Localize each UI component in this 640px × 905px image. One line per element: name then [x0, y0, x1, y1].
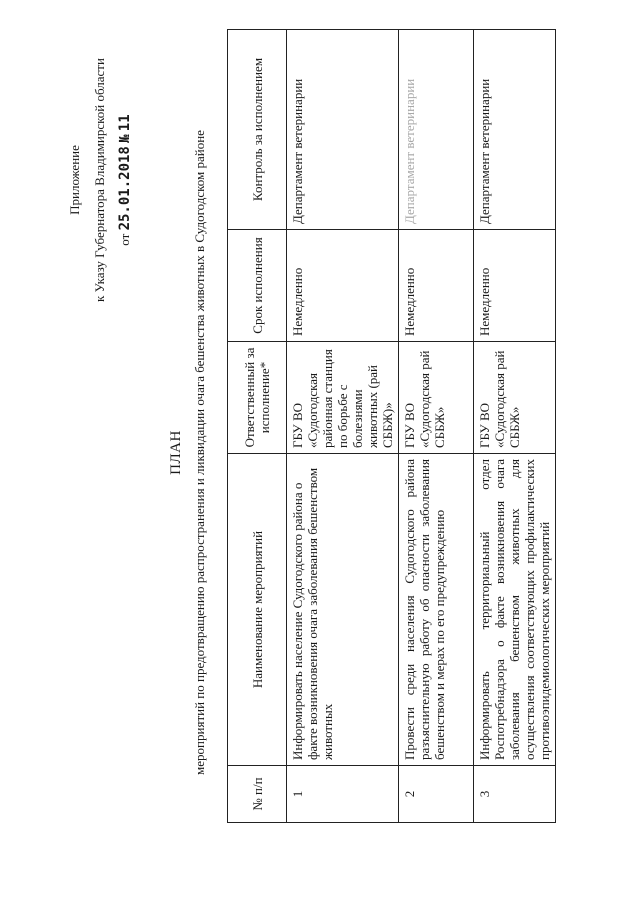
row-responsible: ГБУ ВО «Судогодская рай СББЖ»: [399, 342, 474, 454]
row-control: Департамент ветеринарии: [399, 30, 474, 230]
header-control: Контроль за исполнением: [228, 30, 287, 230]
header-name: Наименование мероприятий: [228, 454, 287, 766]
row-num: 3: [474, 766, 556, 823]
page-subtitle: мероприятий по предотвращению распространения и ликвидации очага бешенства животных в Судогодском районе: [192, 130, 207, 775]
decree-date: 25.01.2018: [117, 146, 133, 231]
appendix-decree-ref: к Указу Губернатора Владимирской области: [92, 58, 107, 302]
row-control: Департамент ветеринарии: [474, 30, 556, 230]
row-deadline: Немедленно: [474, 230, 556, 342]
date-prefix: от: [117, 233, 132, 246]
row-num: 1: [287, 766, 399, 823]
header-num: № п/п: [228, 766, 287, 823]
plan-table: [227, 29, 556, 823]
row-deadline: Немедленно: [399, 230, 474, 342]
number-sign: №: [117, 134, 133, 143]
row-name: Провести среди населения Судогодского района разъяснительную работу об опасности заболевания бешенством и мерах по его предупреждению: [399, 454, 474, 766]
row-name: Информировать территориальный отдел Роспотребнадзора о факте возникновения очага заболевания бешенством животных для осуществления соответствующих профилактических противоэпидемиологических мероприятий: [474, 454, 556, 766]
row-control: Департамент ветеринарии: [287, 30, 399, 230]
header-deadline: Срок исполнения: [228, 230, 287, 342]
row-responsible: ГБУ ВО «Судогодская рай СББЖ»: [474, 342, 556, 454]
page-title: ПЛАН: [168, 430, 184, 475]
appendix-block: [62, 15, 138, 345]
appendix-label: Приложение: [67, 145, 82, 215]
row-name: Информировать население Судогодского района о факте возникновения очага заболевания бешенством животных: [287, 454, 399, 766]
row-deadline: Немедленно: [287, 230, 399, 342]
table-row: [287, 30, 399, 823]
decree-number: 11: [117, 114, 133, 132]
row-responsible: ГБУ ВО «Судогодская районная станция по борьбе с болезнями животных (рай СББЖ)»: [287, 342, 399, 454]
row-num: 2: [399, 766, 474, 823]
appendix-date-line: [112, 15, 138, 345]
table-row: [399, 30, 474, 823]
header-responsible: Ответственный за исполнение*: [228, 342, 287, 454]
table-row: [474, 30, 556, 823]
table-header-row: [228, 30, 287, 823]
